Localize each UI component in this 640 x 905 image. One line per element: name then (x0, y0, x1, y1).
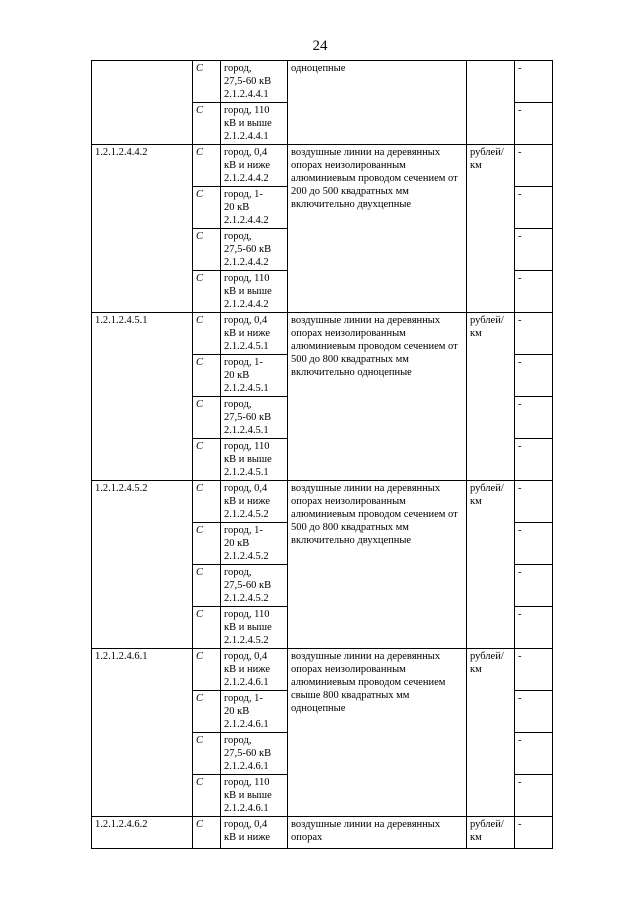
category-letter: С (193, 691, 221, 733)
condition-line: кВ и ниже (224, 160, 270, 171)
unit (467, 61, 515, 145)
condition-line: 20 кВ (224, 202, 250, 213)
condition-line: 2.1.2.4.6.1 (224, 761, 269, 772)
condition-line: кВ и ниже (224, 328, 270, 339)
condition-line: город, 1- (224, 693, 263, 704)
category-letter: С (193, 775, 221, 817)
category-letter: С (193, 355, 221, 397)
unit: рублей/ км (467, 649, 515, 817)
line-description: воздушные линии на деревянных опорах неизолированным алюминиевым проводом сечением от 200 до 500 квадратных мм включительно двухцепные (288, 145, 467, 313)
line-description: воздушные линии на деревянных опорах неизолированным алюминиевым проводом сечением от 500 до 800 квадратных мм включительно двухцепные (288, 481, 467, 649)
unit: рублей/ км (467, 313, 515, 481)
rate-value: - (515, 271, 553, 313)
condition-line: 27,5-60 кВ (224, 76, 272, 87)
voltage-condition (221, 355, 288, 397)
rate-value: - (515, 229, 553, 271)
condition-line: 2.1.2.4.6.1 (224, 803, 269, 814)
item-code: 1.2.1.2.4.6.2 (92, 817, 193, 849)
rate-value: - (515, 187, 553, 229)
voltage-condition (221, 187, 288, 229)
condition-line: 2.1.2.4.5.2 (224, 509, 269, 520)
category-letter: С (193, 817, 221, 849)
rate-value: - (515, 691, 553, 733)
item-code (92, 61, 193, 145)
category-letter: С (193, 103, 221, 145)
table-row (92, 145, 553, 187)
condition-line: 2.1.2.4.4.2 (224, 215, 269, 226)
category-letter: С (193, 229, 221, 271)
condition-line: город, 0,4 (224, 819, 268, 830)
condition-line: 2.1.2.4.5.1 (224, 341, 269, 352)
condition-line: кВ и выше (224, 454, 272, 465)
category-letter: С (193, 649, 221, 691)
condition-line: город, 110 (224, 441, 270, 452)
rate-value: - (515, 313, 553, 355)
condition-line: 27,5-60 кВ (224, 580, 272, 591)
condition-line: 20 кВ (224, 706, 250, 717)
unit: рублей/ км (467, 481, 515, 649)
tariff-table (91, 60, 553, 849)
voltage-condition (221, 817, 288, 849)
condition-line: 27,5-60 кВ (224, 748, 272, 759)
table-row (92, 61, 553, 103)
voltage-condition (221, 481, 288, 523)
voltage-condition (221, 649, 288, 691)
condition-line: 2.1.2.4.6.1 (224, 677, 269, 688)
condition-line: город, 1- (224, 357, 263, 368)
rate-value: - (515, 355, 553, 397)
voltage-condition (221, 397, 288, 439)
table-row (92, 481, 553, 523)
category-letter: С (193, 523, 221, 565)
voltage-condition (221, 775, 288, 817)
voltage-condition (221, 607, 288, 649)
condition-line: 2.1.2.4.4.2 (224, 257, 269, 268)
condition-line: город, 1- (224, 189, 263, 200)
condition-line: кВ и выше (224, 286, 272, 297)
rate-value: - (515, 649, 553, 691)
condition-line: 20 кВ (224, 370, 250, 381)
condition-line: 2.1.2.4.4.2 (224, 173, 269, 184)
condition-line: кВ и ниже (224, 664, 270, 675)
condition-line: 27,5-60 кВ (224, 244, 272, 255)
rate-value: - (515, 103, 553, 145)
category-letter: С (193, 271, 221, 313)
line-description: воздушные линии на деревянных опорах неизолированным алюминиевым проводом сечением свыше 800 квадратных мм одноцепные (288, 649, 467, 817)
rate-value: - (515, 775, 553, 817)
page-number: 24 (312, 38, 328, 54)
category-letter: С (193, 187, 221, 229)
item-code: 1.2.1.2.4.5.1 (92, 313, 193, 481)
voltage-condition (221, 145, 288, 187)
voltage-condition (221, 103, 288, 145)
condition-line: город, 1- (224, 525, 263, 536)
rate-value: - (515, 145, 553, 187)
voltage-condition (221, 439, 288, 481)
category-letter: С (193, 607, 221, 649)
rate-value: - (515, 565, 553, 607)
condition-line: 2.1.2.4.6.1 (224, 719, 269, 730)
voltage-condition (221, 733, 288, 775)
condition-line: 2.1.2.4.4.1 (224, 89, 269, 100)
rate-value: - (515, 397, 553, 439)
condition-line: кВ и выше (224, 118, 272, 129)
condition-line: 2.1.2.4.5.1 (224, 383, 269, 394)
rate-value: - (515, 817, 553, 849)
condition-line: город, 110 (224, 273, 270, 284)
condition-line: город, 0,4 (224, 315, 268, 326)
category-letter: С (193, 397, 221, 439)
item-code: 1.2.1.2.4.4.2 (92, 145, 193, 313)
condition-line: 2.1.2.4.5.2 (224, 635, 269, 646)
condition-line: 2.1.2.4.5.2 (224, 593, 269, 604)
condition-line: 2.1.2.4.5.1 (224, 467, 269, 478)
category-letter: С (193, 481, 221, 523)
rate-value: - (515, 523, 553, 565)
table-row (92, 649, 553, 691)
condition-line: кВ и выше (224, 622, 272, 633)
condition-line: город, 0,4 (224, 483, 268, 494)
voltage-condition (221, 229, 288, 271)
rate-value: - (515, 481, 553, 523)
unit: рублей/ км (467, 145, 515, 313)
condition-line: город, (224, 399, 252, 410)
condition-line: город, 110 (224, 105, 270, 116)
condition-line: город, 110 (224, 777, 270, 788)
voltage-condition (221, 271, 288, 313)
voltage-condition (221, 691, 288, 733)
condition-line: город, 110 (224, 609, 270, 620)
condition-line: 27,5-60 кВ (224, 412, 272, 423)
item-code: 1.2.1.2.4.6.1 (92, 649, 193, 817)
category-letter: С (193, 61, 221, 103)
condition-line: 2.1.2.4.5.2 (224, 551, 269, 562)
condition-line: 2.1.2.4.4.2 (224, 299, 269, 310)
condition-line: город, 0,4 (224, 147, 268, 158)
line-description: воздушные линии на деревянных опорах неизолированным алюминиевым проводом сечением от 500 до 800 квадратных мм включительно одноцепные (288, 313, 467, 481)
condition-line: кВ и ниже (224, 832, 270, 843)
item-code: 1.2.1.2.4.5.2 (92, 481, 193, 649)
condition-line: кВ и ниже (224, 496, 270, 507)
voltage-condition (221, 313, 288, 355)
line-description: одноцепные (288, 61, 467, 145)
condition-line: город, 0,4 (224, 651, 268, 662)
condition-line: 20 кВ (224, 538, 250, 549)
condition-line: город, (224, 231, 252, 242)
unit: рублей/ км (467, 817, 515, 849)
category-letter: С (193, 145, 221, 187)
condition-line: город, (224, 735, 252, 746)
category-letter: С (193, 565, 221, 607)
category-letter: С (193, 439, 221, 481)
condition-line: кВ и выше (224, 790, 272, 801)
condition-line: 2.1.2.4.5.1 (224, 425, 269, 436)
voltage-condition (221, 61, 288, 103)
category-letter: С (193, 733, 221, 775)
condition-line: город, (224, 567, 252, 578)
category-letter: С (193, 313, 221, 355)
line-description: воздушные линии на деревянных опорах (288, 817, 467, 849)
table-row (92, 313, 553, 355)
condition-line: 2.1.2.4.4.1 (224, 131, 269, 142)
rate-value: - (515, 733, 553, 775)
table-row (92, 817, 553, 849)
rate-value: - (515, 439, 553, 481)
voltage-condition (221, 565, 288, 607)
rate-value: - (515, 61, 553, 103)
voltage-condition (221, 523, 288, 565)
rate-value: - (515, 607, 553, 649)
condition-line: город, (224, 63, 252, 74)
